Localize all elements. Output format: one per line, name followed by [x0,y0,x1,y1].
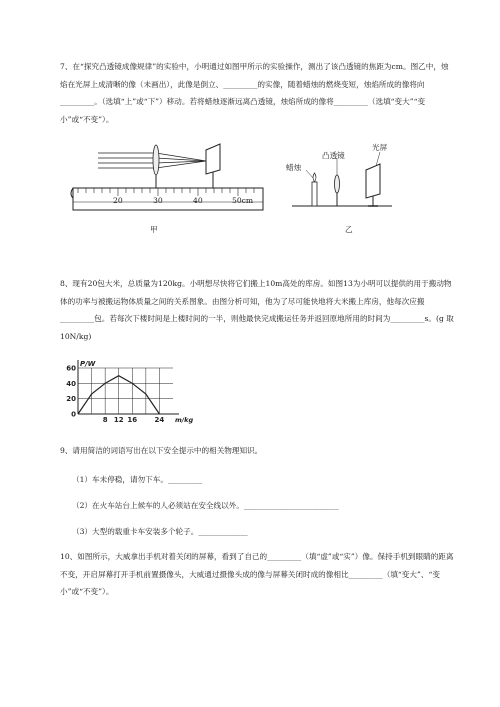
y-tick-label: 60 [66,364,76,373]
ruler-tick-20: 20 [113,196,123,205]
power-mass-chart-svg [60,358,194,430]
y-axis-label: P/W [80,360,96,368]
y-tick-label: 40 [66,379,76,388]
optical-bench-drawing [68,140,268,218]
question-9-item-2: （2）在火车站台上候车的人必须站在安全线以外。_________________________ [72,501,339,510]
figure-b-caption: 乙 [345,225,353,234]
x-tick-label: 8 [102,416,108,424]
candle-label: 蜡烛 [286,163,302,172]
figure-b-setup [286,140,402,218]
x-axis-label: m/kg [175,416,194,424]
figure-a-caption: 甲 [150,225,158,234]
power-mass-chart [60,358,194,430]
x-tick-label: 16 [127,416,138,424]
question-9-item-1: （1）车未停稳，请勿下车。_________ [72,475,203,484]
y-tick-label: 20 [66,395,76,404]
x-tick-label: 24 [154,416,165,424]
question-9-text: 9、请用简洁的词语写出在以下安全提示中的相关物理知识。 [60,446,263,455]
question-9-item-3: （3）大型的载重卡车安装多个轮子。_____________ [72,527,248,536]
ruler-tick-30: 30 [153,196,163,205]
question-8-text: 8、现有20包大米，总质量为120kg。小明想尽快将它们搬上10m高处的库房。如图13为小明可以提供的用于搬动物体的功率与被搬运物体质量之间的关系图象。由图分析可知，他为了尽可能快地将大米搬上库房，他每次应搬_________包。若每次下楼时间是上楼时间的一半，则他最快完成搬运任务并返回原地所用的时间为_________s。(g 取 10N/kg) [60,279,454,341]
y-tick-label: 0 [71,410,76,419]
x-tick-label: 12 [113,416,124,424]
lens-label: 凸透镜 [322,151,345,160]
figure-a-optical-bench [68,140,268,218]
screen-label: 光屏 [372,143,388,152]
question-10-text: 10、如图所示，大威拿出手机对着关闭的屏幕，看到了自己的_________（填“虚”或“实”）像。保持手机到眼睛的距离不变，开启屏幕打开手机前置摄像头，大威通过摄像头成的像与屏幕关闭时成的像相比_________（填“变大”、“变小”或“不变”）。 [60,552,454,596]
ruler-tick-50: 50cm [232,196,254,205]
question-7-text: 7、在“探究凸透镜成像规律”的实验中，小明通过如图甲所示的实验操作，测出了该凸透镜的焦距为cm。图乙中，烛焰在光屏上成清晰的像（未画出），此像是倒立、_________的实像，随着蜡烛的燃烧变短，烛焰所成的像将向_________。（选填“上”或“下”）移动。若将蜡烛逐渐远离凸透镜，烛焰所成的像将_________（选填“变大”“变小”或“不变”）。 [60,62,449,124]
ruler-tick-40: 40 [193,196,203,205]
